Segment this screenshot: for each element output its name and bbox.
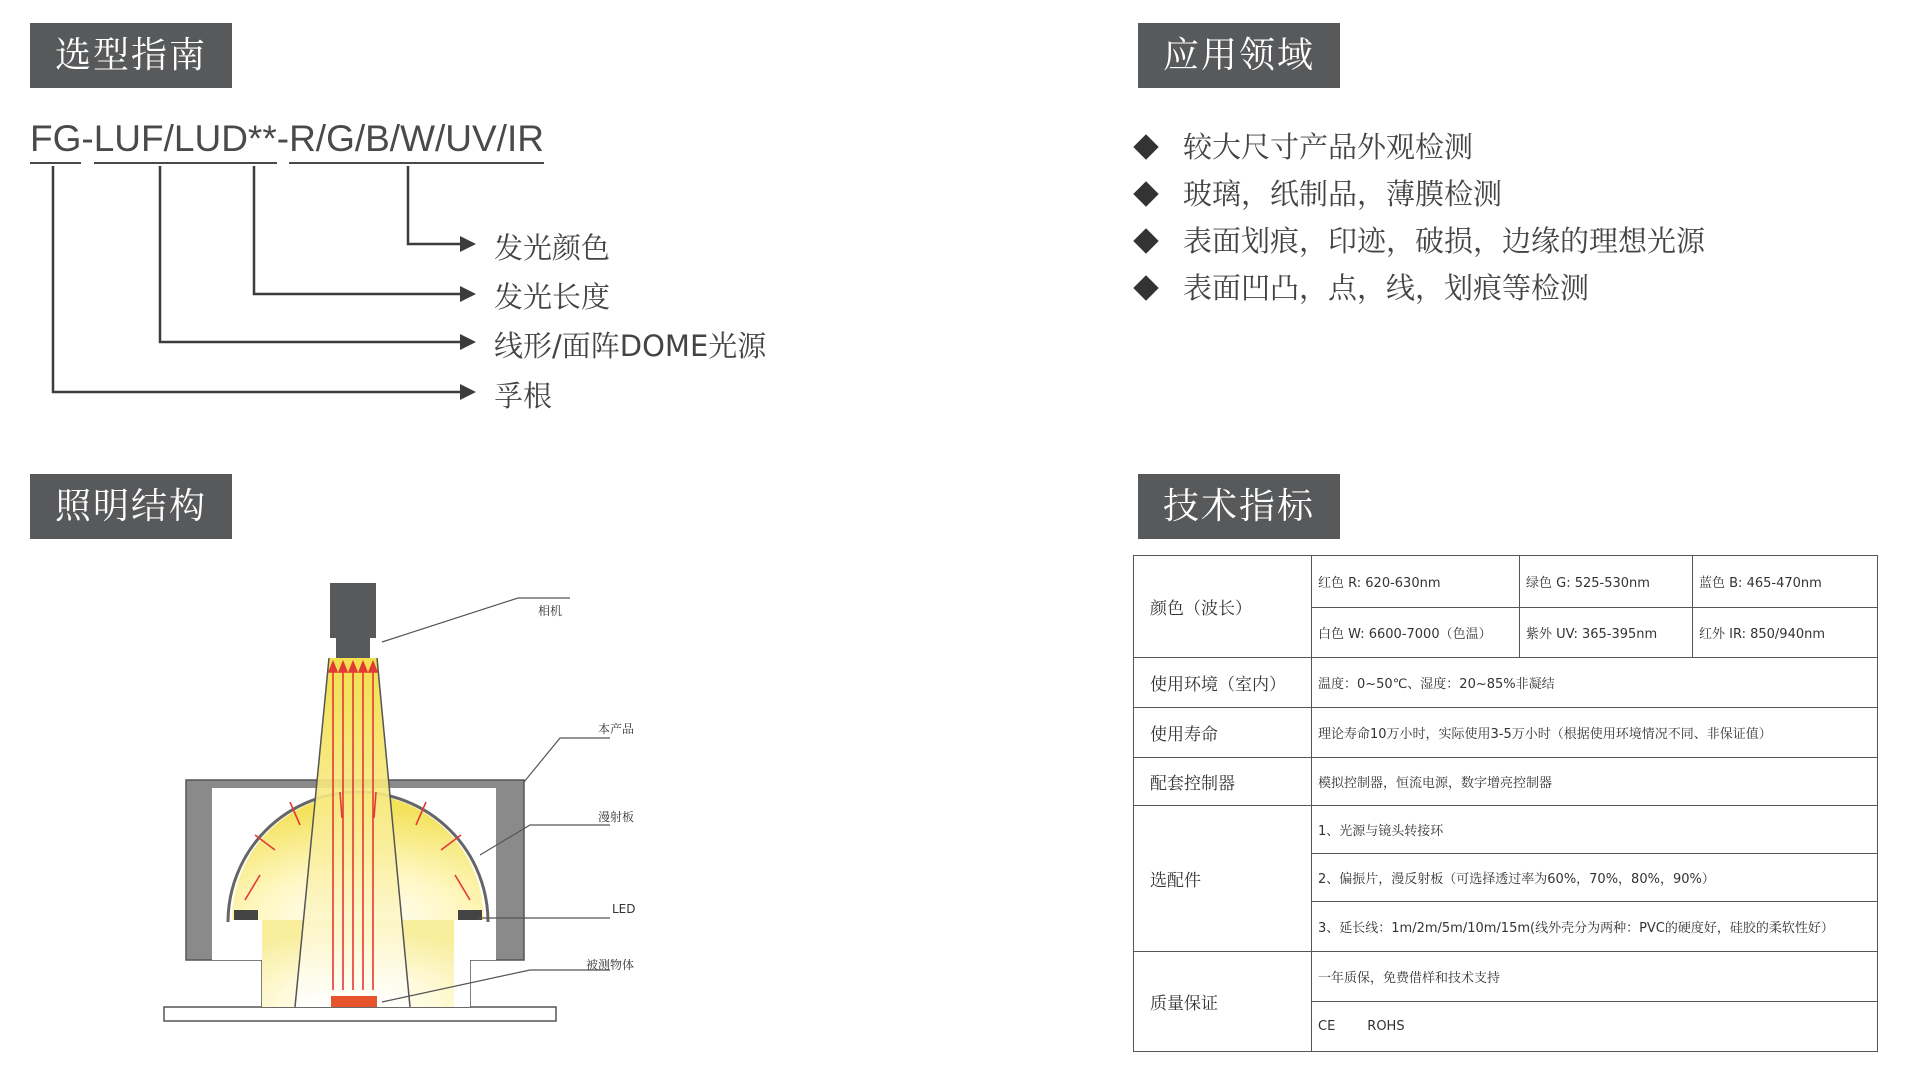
spec-life: 理论寿命10万小时，实际使用3-5万小时（根据使用环境情况不同、非保证值） [1312, 708, 1878, 758]
code-label-brand: 孚根 [494, 379, 553, 413]
table-row [1134, 758, 1878, 806]
application-list [1133, 124, 1705, 312]
code-dash: - [276, 118, 290, 159]
code-color: R/G/B/W/UV/IR [289, 118, 544, 164]
tech-spec-table [1133, 555, 1878, 1052]
diagram-label-diffuser: 漫射板 [598, 810, 635, 824]
code-connectors [40, 160, 560, 460]
spec-white: 白色 W: 6600-7000（色温） [1312, 608, 1520, 658]
spec-green: 绿色 G: 525-530nm [1520, 556, 1693, 608]
table-row [1134, 708, 1878, 758]
model-code [30, 118, 544, 164]
spec-uv: 紫外 UV: 365-395nm [1520, 608, 1693, 658]
header-lighting-structure: 照明结构 [30, 474, 232, 539]
spec-quality-2 [1312, 1002, 1878, 1052]
code-label-color: 发光颜色 [494, 231, 611, 265]
spec-env: 温度：0~50℃、湿度：20~85%非凝结 [1312, 658, 1878, 708]
spec-key-color: 颜色（波长） [1134, 556, 1312, 658]
header-tech-spec: 技术指标 [1138, 474, 1340, 539]
cert-ce: CE [1318, 1019, 1336, 1034]
spec-accessory-2: 2、偏振片，漫反射板（可选择透过率为60%，70%，80%，90%） [1312, 854, 1878, 902]
list-item: 表面凹凸，点，线，划痕等检测 [1133, 265, 1705, 312]
spec-controller: 模拟控制器，恒流电源，数字增亮控制器 [1312, 758, 1878, 806]
spec-key-controller: 配套控制器 [1134, 758, 1312, 806]
diamond-bullet-icon [1133, 134, 1158, 159]
diamond-bullet-icon [1133, 275, 1158, 300]
table-row [1134, 556, 1878, 608]
list-item: 表面划痕，印迹，破损，边缘的理想光源 [1133, 218, 1705, 265]
table-row [1134, 952, 1878, 1002]
spec-quality-1: 一年质保，免费借样和技术支持 [1312, 952, 1878, 1002]
spec-accessory-3: 3、延长线：1m/2m/5m/10m/15m(线外壳分为两种：PVC的硬度好，硅胶的柔软性好） [1312, 902, 1878, 952]
code-label-length: 发光长度 [494, 280, 611, 314]
code-brand: FG [30, 118, 81, 164]
spec-accessory-1: 1、光源与镜头转接环 [1312, 806, 1878, 854]
spec-key-life: 使用寿命 [1134, 708, 1312, 758]
spec-key-env: 使用环境（室内） [1134, 658, 1312, 708]
diagram-label-object: 被测物体 [586, 958, 635, 972]
cert-rohs: ROHS [1367, 1019, 1405, 1034]
diagram-label-led: LED [612, 902, 636, 916]
spec-key-accessories: 选配件 [1134, 806, 1312, 952]
header-selection-guide: 选型指南 [30, 23, 232, 88]
spec-blue: 蓝色 B: 465-470nm [1693, 556, 1878, 608]
code-dash: - [81, 118, 94, 159]
list-item: 较大尺寸产品外观检测 [1133, 124, 1705, 171]
diagram-label-camera: 相机 [538, 604, 563, 618]
list-item: 玻璃，纸制品，薄膜检测 [1133, 171, 1705, 218]
spec-ir: 红外 IR: 850/940nm [1693, 608, 1878, 658]
code-length: ** [248, 118, 277, 164]
diagram-label-product: 本产品 [598, 722, 635, 736]
diamond-bullet-icon [1133, 181, 1158, 206]
spec-key-quality: 质量保证 [1134, 952, 1312, 1052]
code-type: LUF/LUD [94, 118, 248, 164]
spec-red: 红色 R: 620-630nm [1312, 556, 1520, 608]
header-application: 应用领域 [1138, 23, 1340, 88]
code-label-type: 线形/面阵DOME光源 [494, 329, 767, 363]
table-row [1134, 658, 1878, 708]
table-row [1134, 806, 1878, 854]
diamond-bullet-icon [1133, 228, 1158, 253]
